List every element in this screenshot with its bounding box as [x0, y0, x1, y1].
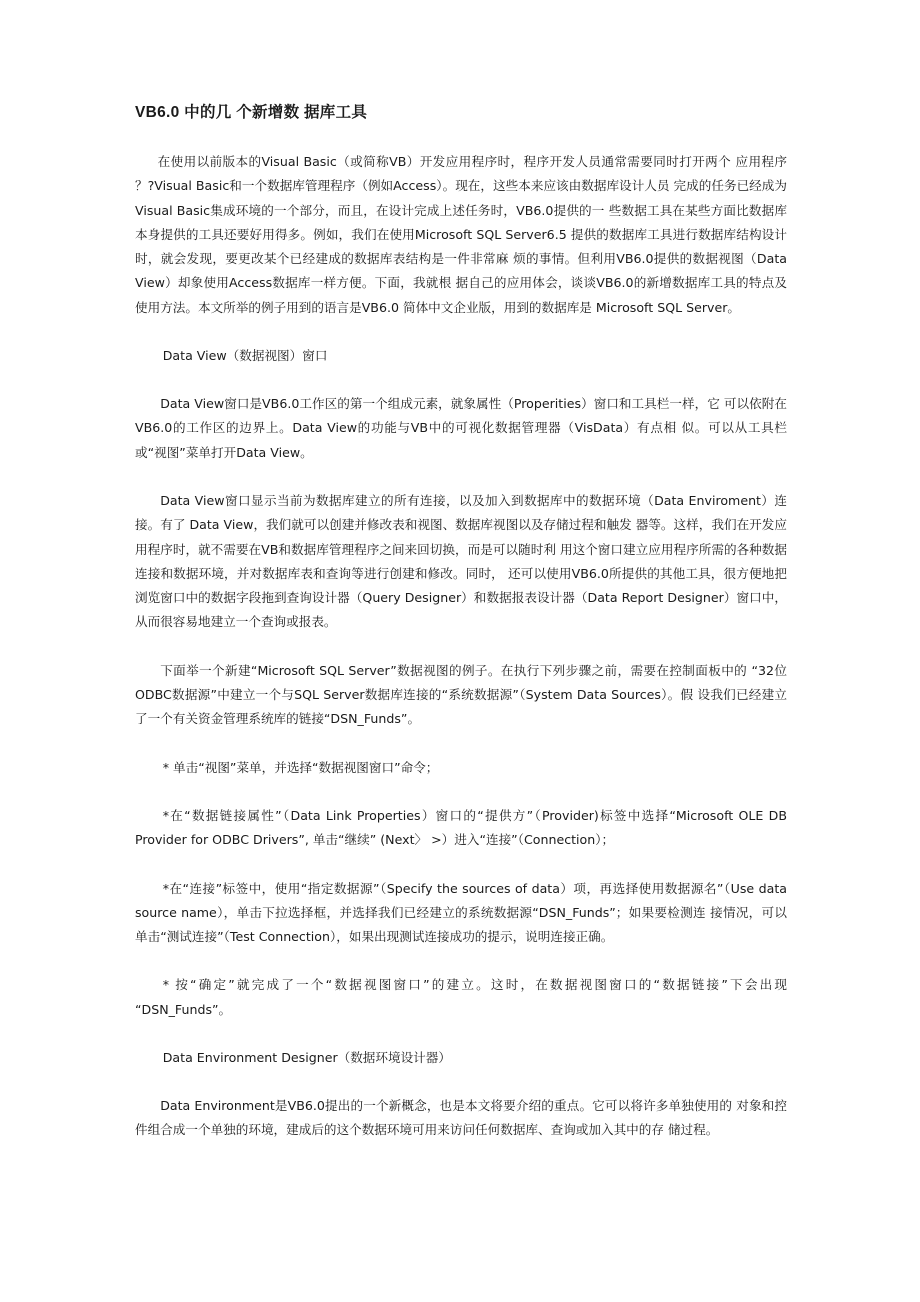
section-heading-data-view: Data View（数据视图）窗口 [162, 348, 328, 364]
step-item: *在“数据链接属性”（Data Link Properties）窗口的“提供方”（Provider)标签中选择“Microsoft OLE DB Provider for ODBC Drivers”, 单击“继续” (Next〉 >）进入“连接”（Connection）； [135, 807, 787, 848]
step-item: *在“连接”标签中，使用“指定数据源”（Specify the sources of data）项，再选择使用数据源名”（Use data source name），单击下拉选择框，并选择我们已经建立的系统数据源“DSN_Funds”；如果要检测连 接情况，可以单击“测试连接”（Test Connection），如果出现测试连接成功的提示，说明连接正确。 [135, 880, 787, 945]
paragraph: 下面举一个新建“Microsoft SQL Server”数据视图的例子。在执行下列步骤之前，需要在控制面板中的 “32位ODBC数据源”中建立一个与SQL Server数据库连接的“系统数据源”（System Data Sources）。假 设我们已经建立了一个有关资金管理系统库的链接“DSN_Funds”。 [135, 662, 787, 727]
paragraph: Data Environment是VB6.0提出的一个新概念，也是本文将要介绍的重点。它可以将许多单独使用的 对象和控件组合成一个单独的环境，建成后的这个数据环境可用来访问任何数据库、查询或加入其中的存 储过程。 [135, 1098, 787, 1138]
document-page [135, 100, 787, 1167]
paragraph: Data View窗口显示当前为数据库建立的所有连接，以及加入到数据库中的数据环境（Data Enviroment）连接。有了 Data View，我们就可以创建并修改表和视图、数据库视图以及存储过程和触发 器等。这样，我们在开发应用程序时，就不需要在VB和数据库管理程序之间来回切换，而是可以随时利 用这个窗口建立应用程序所需的各种数据连接和数据环境，并对数据库表和查询等进行创建和修改。同时， 还可以使用VB6.0所提供的其他工具，很方便地把浏览窗口中的数据字段拖到查询设计器（Query Designer）和数据报表设计器（Data Report Designer）窗口中，从而很容易地建立一个查询或报表。 [135, 492, 787, 630]
section-heading-data-environment: Data Environment Designer（数据环境设计器） [162, 1050, 451, 1066]
paragraph: Data View窗口是VB6.0工作区的第一个组成元素，就象属性（Properities）窗口和工具栏一样，它 可以依附在VB6.0的工作区的边界上。Data View的功能与VB中的可视化数据管理器（VisData）有点相 似。可以从工具栏或“视图”菜单打开Data View。 [135, 396, 787, 460]
step-item: * 单击“视图”菜单，并选择“数据视图窗口”命令； [162, 759, 439, 775]
step-item: * 按“确定”就完成了一个“数据视图窗口”的建立。这时，在数据视图窗口的“数据链接”下会出现 “DSN_Funds”。 [135, 977, 787, 1017]
intro-paragraph: 在使用以前版本的Visual Basic（或简称VB）开发应用程序时，程序开发人员通常需要同时打开两个 应用程序 ？?Visual Basic和一个数据库管理程序（例如Access）。现在，这些本来应该由数据库设计人员 完成的任务已经成为Visual Basic集成环境的一个部分，而且，在设计完成上述任务时，VB6.0提供的一 些数据工具在某些方面比数据库本身提供的工具还要好用得多。例如，我们在使用Microsoft SQL Server6.5 提供的数据库工具进行数据库结构设计时，就会发现，要更改某个已经建成的数据库表结构是一件非常麻 烦的事情。但利用VB6.0提供的数据视图（Data View）却象使用Access数据库一样方便。下面，我就根 据自己的应用体会，谈谈VB6.0的新增数据库工具的特点及使用方法。本文所举的例子用到的语言是VB6.0 简体中文企业版，用到的数据库是 Microsoft SQL Server。 [135, 154, 787, 315]
document-title: VB6.0 中的几 个新增数 据库工具 [135, 104, 368, 121]
